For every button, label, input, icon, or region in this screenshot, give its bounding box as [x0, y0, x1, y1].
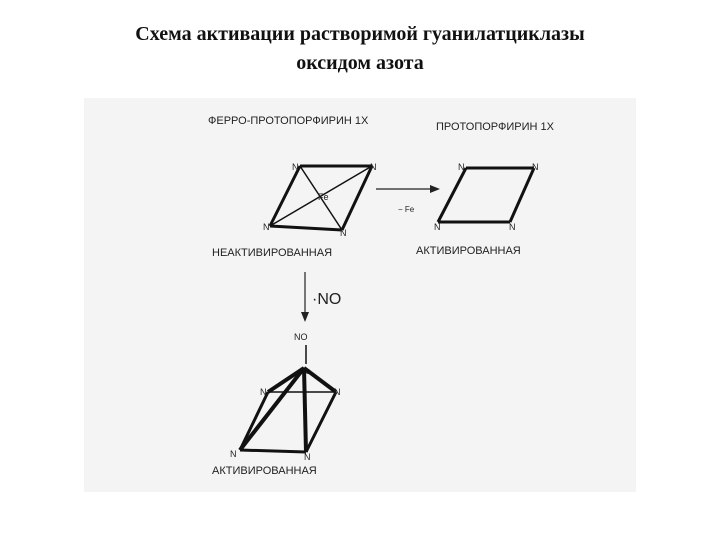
n-atom-label: N	[263, 222, 270, 232]
no-ligand-label: NO	[294, 332, 308, 342]
activated-heme-structure	[240, 368, 336, 452]
title-line-2: оксидом азота	[296, 52, 424, 74]
arrow-down-head	[301, 312, 309, 322]
n-atom-label: N	[532, 162, 539, 172]
no-reagent-label: ·NO	[312, 291, 342, 308]
minus-fe-label: − Fe	[398, 205, 415, 214]
n-atom-label: N	[304, 452, 311, 462]
n-atom-label: N	[509, 222, 516, 232]
n-atom-label: N	[260, 387, 267, 397]
arrow-right-head	[430, 185, 440, 193]
title-line-1: Схема активации растворимой гуанилатциклазы	[135, 23, 585, 45]
activated-label-right: АКТИВИРОВАННАЯ	[416, 245, 521, 257]
n-atom-label: N	[434, 222, 441, 232]
activated-label-bottom: АКТИВИРОВАННАЯ	[212, 465, 317, 477]
fe-atom-label: Fe	[318, 192, 329, 202]
fe-atom-label: Fe	[300, 366, 311, 376]
n-atom-label: N	[230, 449, 237, 459]
protoporphyrin-structure	[438, 168, 534, 222]
n-atom-label: N	[292, 162, 299, 172]
n-atom-label: N	[370, 162, 377, 172]
n-atom-label: N	[334, 387, 341, 397]
inactive-label: НЕАКТИВИРОВАННАЯ	[212, 247, 333, 259]
protoporphyrin-label: ПРОТОПОРФИРИН 1Х	[436, 121, 554, 133]
n-atom-label: N	[458, 162, 465, 172]
n-atom-label: N	[340, 228, 347, 238]
ferro-protoporphyrin-label: ФЕРРО-ПРОТОПОРФИРИН 1Х	[208, 115, 369, 127]
